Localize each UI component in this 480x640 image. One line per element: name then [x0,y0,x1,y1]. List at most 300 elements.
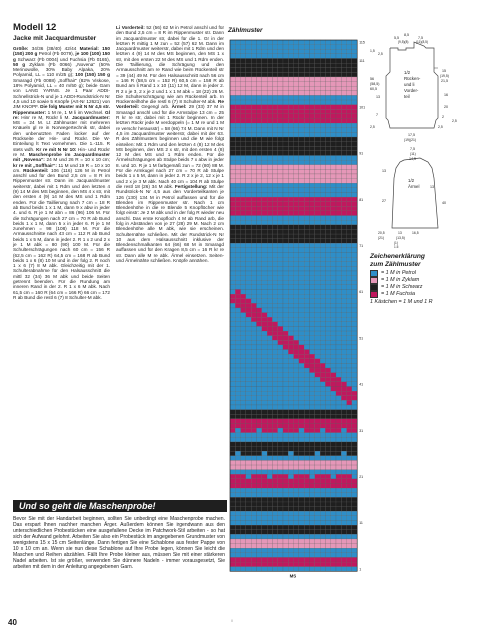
chart-cell [257,216,262,221]
chart-cell [246,91,251,96]
chart-cell [267,197,272,202]
chart-cell [331,456,336,461]
chart-cell [347,192,352,197]
chart-cell [320,437,325,442]
chart-cell [235,396,240,401]
chart-cell [257,132,262,137]
chart-cell [331,548,336,553]
chart-cell [235,280,240,285]
chart-cell [331,405,336,410]
chart-cell [288,132,293,137]
chart-cell [310,95,315,100]
chart-cell [352,382,357,387]
chart-cell [304,331,309,336]
chart-cell [267,137,272,142]
chart-cell [331,225,336,230]
chart-cell [230,525,235,530]
chart-cell [246,216,251,221]
chart-cell [278,303,283,308]
chart-cell [288,511,293,516]
chart-cell [341,220,346,225]
chart-cell [283,234,288,239]
chart-cell [267,262,272,267]
chart-cell [267,225,272,230]
chart-cell [294,396,299,401]
chart-cell [283,266,288,271]
chart-cell [331,373,336,378]
chart-cell [315,192,320,197]
chart-cell [278,188,283,193]
chart-cell [320,220,325,225]
chart-cell [325,363,330,368]
chart-cell [315,68,320,73]
chart-cell [272,331,277,336]
chart-cell [320,567,325,572]
chart-cell [251,202,256,207]
chart-cell [267,119,272,124]
chart-cell [235,229,240,234]
chart-cell [294,400,299,405]
chart-cell [315,377,320,382]
chart-cell [278,359,283,364]
chart-cell [278,387,283,392]
chart-cell [352,460,357,465]
chart-cell [283,114,288,119]
chart-cell [283,433,288,438]
chart-cell [310,146,315,151]
chart-cell [267,271,272,276]
chart-cell [288,77,293,82]
chart-cell [257,151,262,156]
chart-cell [241,405,246,410]
chart-cell [288,197,293,202]
chart-cell [310,248,315,253]
chart-cell [320,470,325,475]
chart-cell [262,460,267,465]
chart-cell [251,557,256,562]
chart-cell [331,142,336,147]
chart-cell [352,289,357,294]
chart-cell [246,114,251,119]
chart-cell [230,276,235,281]
chart-cell [262,68,267,73]
chart-cell [288,525,293,530]
chart-cell [230,340,235,345]
chart-cell [235,423,240,428]
chart-cell [283,179,288,184]
chart-cell [320,280,325,285]
chart-cell [294,114,299,119]
instr-left-label: Maschenprobe im Jacquardmuster mit „Novena“: [13,151,110,163]
chart-cell [262,82,267,87]
chart-cell [235,562,240,567]
chart-cell [288,497,293,502]
chart-cell [331,410,336,415]
chart-cell [315,497,320,502]
sleeve-dim-bottom: (13,5) [396,236,405,240]
chart-cell [352,142,357,147]
chart-cell [347,271,352,276]
chart-cell [267,363,272,368]
chart-cell [331,248,336,253]
chart-cell [310,400,315,405]
chart-cell [272,428,277,433]
chart-cell [278,410,283,415]
legend-swatch [370,291,378,298]
chart-cell [246,511,251,516]
chart-cell [294,340,299,345]
chart-cell [320,363,325,368]
chart-cell [304,516,309,521]
chart-cell [347,373,352,378]
chart-cell [230,400,235,405]
chart-cell [230,174,235,179]
chart-cell [299,91,304,96]
chart-cell [331,423,336,428]
chart-cell [283,68,288,73]
chart-cell [294,45,299,50]
chart-cell [320,285,325,290]
chart-cell [310,253,315,258]
chart-cell [251,86,256,91]
chart-cell [278,534,283,539]
legend-label: = 1 M Fuchsia [381,291,416,298]
chart-cell [241,86,246,91]
chart-cell [241,368,246,373]
chart-cell [262,391,267,396]
chart-cell [235,525,240,530]
chart-cell [257,405,262,410]
chart-cell [325,248,330,253]
chart-cell [315,151,320,156]
chart-cell [294,151,299,156]
chart-cell [352,280,357,285]
chart-cell [352,562,357,567]
chart-cell [241,382,246,387]
chart-cell [278,414,283,419]
chart-cell [251,405,256,410]
chart-cell [267,474,272,479]
chart-cell [230,211,235,216]
chart-cell [299,488,304,493]
chart-cell [299,359,304,364]
chart-cell [246,160,251,165]
chart-cell [251,216,256,221]
chart-cell [336,54,341,59]
chart-cell [352,548,357,553]
chart-cell [347,354,352,359]
chart-cell [278,95,283,100]
chart-cell [299,363,304,368]
chart-cell [325,174,330,179]
chart-cell [336,91,341,96]
chart-cell [352,534,357,539]
chart-row-label: 61 [359,290,364,295]
chart-cell [352,202,357,207]
chart-cell [352,137,357,142]
chart-cell [283,539,288,544]
chart-cell [310,289,315,294]
chart-cell [278,382,283,387]
legend-label: = 1 M in Petrol [381,270,416,277]
chart-cell [262,285,267,290]
chart-cell [246,54,251,59]
chart-cell [320,442,325,447]
chart-cell [331,271,336,276]
chart-cell [299,340,304,345]
chart-cell [278,336,283,341]
chart-cell [246,359,251,364]
chart-cell [315,350,320,355]
chart-cell [341,82,346,87]
chart-cell [230,530,235,535]
chart-cell [251,174,256,179]
chart-cell [331,174,336,179]
chart-cell [304,336,309,341]
chart-cell [246,109,251,114]
chart-cell [331,359,336,364]
chart-cell [341,156,346,161]
chart-cell [283,391,288,396]
legend-title-line1: Zeichenerklärung [370,253,425,260]
chart-cell [230,156,235,161]
chart-cell [320,82,325,87]
chart-cell [310,179,315,184]
chart-cell [251,336,256,341]
chart-cell [352,553,357,558]
chart-cell [294,128,299,133]
chart-cell [310,539,315,544]
chart-cell [230,280,235,285]
chart-cell [235,354,240,359]
chart-cell [257,243,262,248]
chart-cell [235,336,240,341]
chart-cell [294,313,299,318]
chart-cell [347,114,352,119]
chart-cell [262,183,267,188]
chart-cell [299,151,304,156]
chart-cell [325,308,330,313]
chart-cell [272,299,277,304]
chart-cell [262,132,267,137]
chart-cell [257,525,262,530]
chart-cell [315,253,320,258]
chart-cell [341,211,346,216]
chart-cell [283,557,288,562]
chart-cell [315,525,320,530]
chart-cell [230,373,235,378]
chart-cell [241,516,246,521]
chart-cell [341,289,346,294]
chart-cell [299,493,304,498]
chart-cell [341,377,346,382]
chart-cell [310,91,315,96]
instr-mid-label: Li Vorderteil: [116,25,145,30]
chart-cell [304,423,309,428]
chart-cell [257,548,262,553]
chart-cell [331,308,336,313]
chart-cell [347,82,352,87]
chart-cell [320,368,325,373]
chart-cell [272,105,277,110]
chart-cell [267,91,272,96]
chart-cell [325,400,330,405]
chart-cell [272,382,277,387]
chart-cell [341,169,346,174]
chart-cell [262,502,267,507]
chart-cell [230,405,235,410]
chart-cell [320,257,325,262]
chart-cell [272,460,277,465]
chart-cell [241,502,246,507]
chart-cell [299,317,304,322]
chart-cell [304,479,309,484]
chart-cell [288,54,293,59]
chart-cell [262,114,267,119]
chart-cell [341,488,346,493]
chart-cell [336,460,341,465]
chart-cell [262,253,267,258]
chart-cell [304,174,309,179]
chart-cell [241,433,246,438]
chart-cell [288,387,293,392]
chart-cell [288,433,293,438]
back-dim-top: (11)(8,5) [416,40,428,44]
chart-cell [262,313,267,318]
chart-cell [315,451,320,456]
chart-cell [341,567,346,572]
chart-cell [251,132,256,137]
chart-cell [230,105,235,110]
chart-cell [241,507,246,512]
chart-cell [336,479,341,484]
chart-cell [341,128,346,133]
instructions-mid-column [116,25,224,263]
chart-cell [235,488,240,493]
chart-cell [352,123,357,128]
chart-cell [310,105,315,110]
chart-cell [315,447,320,452]
chart-cell [241,271,246,276]
chart-cell [278,396,283,401]
chart-cell [304,447,309,452]
chart-cell [320,382,325,387]
chart-cell [294,299,299,304]
chart-cell [241,363,246,368]
chart-cell [325,86,330,91]
chart-cell [246,428,251,433]
chart-cell [352,497,357,502]
chart-cell [352,220,357,225]
chart-cell [241,534,246,539]
chart-cell [288,470,293,475]
chart-cell [257,368,262,373]
chart-cell [299,123,304,128]
chart-cell [336,248,341,253]
chart-cell [294,350,299,355]
chart-cell [246,262,251,267]
chart-cell [325,350,330,355]
chart-cell [347,548,352,553]
chart-cell [272,95,277,100]
chart-cell [283,137,288,142]
chart-cell [257,206,262,211]
chart-cell [262,433,267,438]
chart-cell [299,428,304,433]
chart-cell [325,479,330,484]
chart-cell [235,373,240,378]
chart-cell [347,507,352,512]
chart-cell [304,437,309,442]
chart-cell [241,58,246,63]
chart-cell [320,350,325,355]
chart-cell [320,58,325,63]
chart-cell [246,174,251,179]
chart-cell [283,132,288,137]
chart-cell [272,303,277,308]
chart-cell [288,276,293,281]
chart-cell [294,156,299,161]
chart-cell [230,511,235,516]
chart-cell [341,294,346,299]
chart-cell [352,502,357,507]
chart-cell [262,423,267,428]
chart-cell [310,109,315,114]
chart-cell [262,447,267,452]
chart-cell [272,317,277,322]
chart-cell [267,206,272,211]
chart-cell [325,229,330,234]
chart-cell [294,179,299,184]
chart-cell [272,169,277,174]
back-dim-bottom: (19)(21) [404,138,417,142]
chart-cell [325,54,330,59]
chart-cell [241,377,246,382]
chart-cell [257,470,262,475]
chart-cell [267,322,272,327]
chart-cell [352,410,357,415]
chart-cell [310,45,315,50]
chart-cell [288,174,293,179]
chart-cell [325,447,330,452]
chart-cell [331,156,336,161]
chart-cell [299,197,304,202]
chart-cell [315,419,320,424]
chart-cell [304,326,309,331]
chart-cell [235,340,240,345]
chart-cell [262,95,267,100]
chart-cell [304,253,309,258]
chart-cell [235,294,240,299]
chart-cell [288,308,293,313]
chart-cell [331,484,336,489]
chart-cell [283,63,288,68]
chart-cell [352,211,357,216]
chart-cell [230,285,235,290]
chart-cell [283,322,288,327]
chart-cell [230,40,235,45]
chart-cell [288,530,293,535]
chart-cell [251,520,256,525]
chart-cell [288,262,293,267]
sleeve-dim-left: 13 [382,169,386,173]
chart-cell [272,553,277,558]
chart-cell [294,82,299,87]
chart-cell [230,382,235,387]
chart-cell [241,294,246,299]
chart-cell [267,539,272,544]
chart-cell [235,95,240,100]
